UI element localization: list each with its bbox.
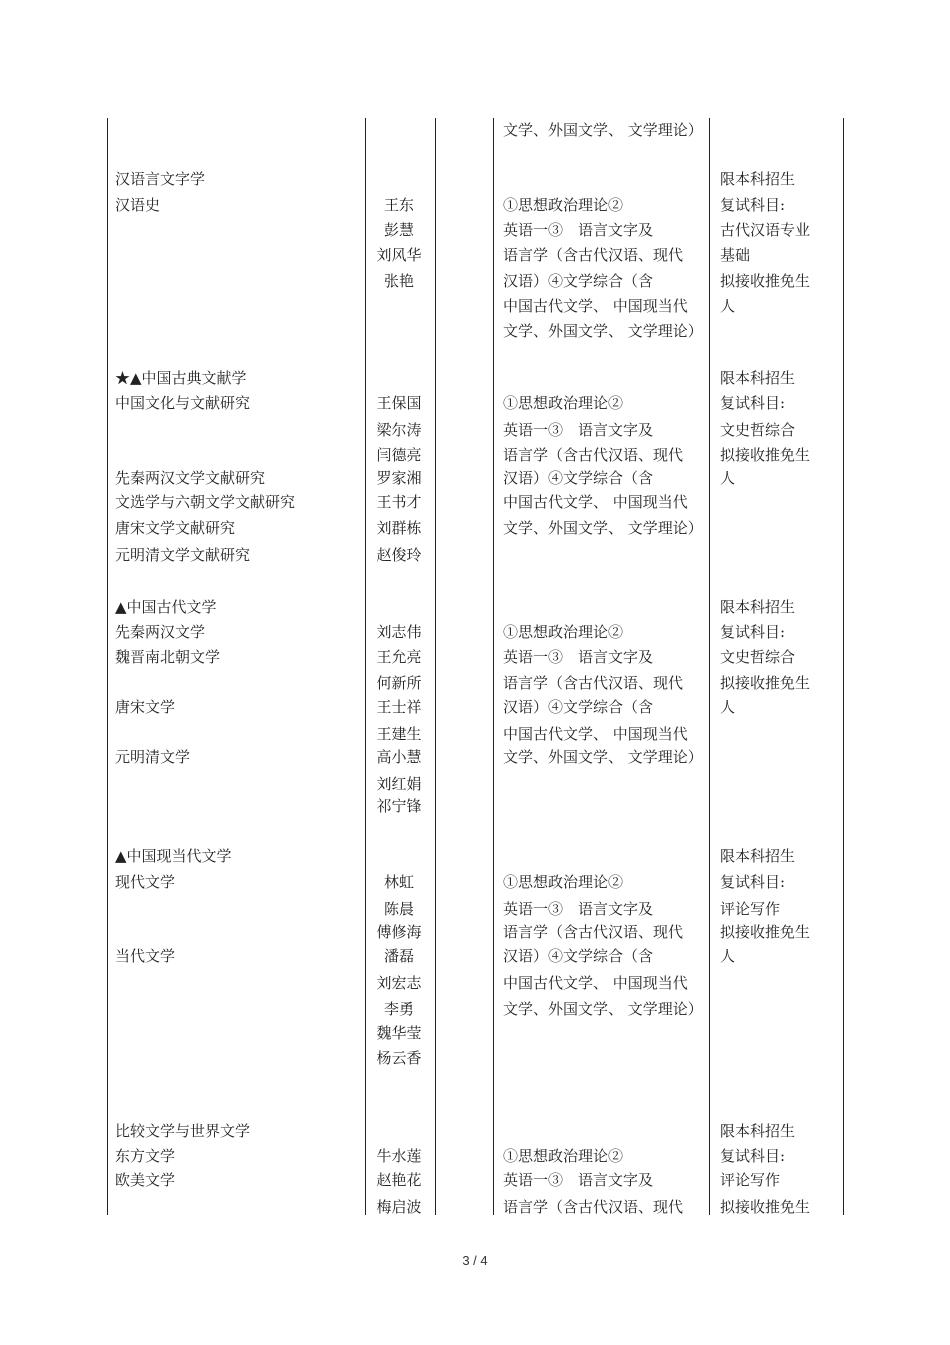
- notes-line: 基础: [720, 246, 751, 264]
- exam-subjects-line: 文学、外国文学、 文学理论）: [503, 519, 703, 537]
- direction-name: 当代文学: [115, 947, 176, 965]
- advisor-name: 王允亮: [376, 648, 422, 666]
- advisor-name: 高小慧: [376, 748, 422, 766]
- exam-subjects-line: 语言学（含古代汉语、现代: [503, 446, 684, 464]
- direction-name: 唐宋文学: [115, 698, 176, 716]
- advisor-name: 潘磊: [383, 947, 414, 965]
- direction-name: 汉语史: [115, 196, 161, 214]
- exam-subjects-line: 中国古代文学、 中国现当代: [503, 725, 688, 743]
- advisor-name: 赵艳花: [376, 1171, 422, 1189]
- table-divider-advisor-blank: [435, 118, 436, 1215]
- notes-line: 拟接收推免生: [720, 272, 811, 290]
- advisor-name: 刘宏志: [376, 974, 422, 992]
- notes-line: 限本科招生: [720, 170, 796, 188]
- advisor-name: 赵俊玲: [376, 546, 422, 564]
- notes-line: 评论写作: [720, 900, 781, 918]
- exam-subjects-line: 英语一③ 语言文字及: [503, 221, 654, 239]
- direction-name: 中国文化与文献研究: [115, 394, 251, 412]
- advisor-name: 王保国: [376, 394, 422, 412]
- advisor-name: 杨云香: [376, 1049, 422, 1067]
- notes-line: 限本科招生: [720, 1122, 796, 1140]
- exam-subjects-line: 中国古代文学、 中国现当代: [503, 974, 688, 992]
- advisor-name: 李勇: [383, 1000, 414, 1018]
- exam-continuation: 文学、外国文学、 文学理论）: [503, 121, 703, 139]
- advisor-name: 王东: [383, 196, 414, 214]
- advisor-name: 刘风华: [376, 246, 422, 264]
- major-name: ▲中国古代文学: [115, 598, 217, 616]
- advisor-name: 傅修海: [376, 923, 422, 941]
- notes-line: 限本科招生: [720, 369, 796, 387]
- exam-subjects-line: 汉语）④文学综合（含: [503, 469, 654, 487]
- notes-line: 文史哲综合: [720, 421, 796, 439]
- advisor-name: 王建生: [376, 725, 422, 743]
- exam-subjects-line: ①思想政治理论②: [503, 1147, 624, 1165]
- notes-line: 复试科目:: [720, 394, 786, 412]
- direction-name: 唐宋文学文献研究: [115, 519, 236, 537]
- major-name: 比较文学与世界文学: [115, 1122, 251, 1140]
- notes-line: 复试科目:: [720, 1147, 786, 1165]
- exam-subjects-line: 英语一③ 语言文字及: [503, 421, 654, 439]
- advisor-name: 刘红娟: [376, 775, 422, 793]
- exam-subjects-line: 语言学（含古代汉语、现代: [503, 674, 684, 692]
- exam-subjects-line: 语言学（含古代汉语、现代: [503, 1198, 684, 1216]
- advisor-name: 刘群栋: [376, 519, 422, 537]
- advisor-name: 张艳: [383, 272, 414, 290]
- exam-subjects-line: 中国古代文学、 中国现当代: [503, 493, 688, 511]
- advisor-name: 林虹: [383, 873, 414, 891]
- notes-line: 人: [720, 469, 736, 487]
- table-border-right: [843, 118, 844, 1215]
- notes-line: 文史哲综合: [720, 648, 796, 666]
- advisor-name: 陈晨: [383, 900, 414, 918]
- advisor-name: 牛水莲: [376, 1147, 422, 1165]
- direction-name: 元明清文学: [115, 748, 191, 766]
- direction-name: 元明清文学文献研究: [115, 546, 251, 564]
- notes-line: 拟接收推免生: [720, 1198, 811, 1216]
- direction-name: 先秦两汉文学: [115, 623, 206, 641]
- notes-line: 限本科招生: [720, 847, 796, 865]
- table-divider-blank-exam: [493, 118, 494, 1215]
- notes-line: 拟接收推免生: [720, 674, 811, 692]
- advisor-name: 彭慧: [383, 221, 414, 239]
- exam-subjects-line: 文学、外国文学、 文学理论）: [503, 1000, 703, 1018]
- exam-subjects-line: 英语一③ 语言文字及: [503, 648, 654, 666]
- major-name: ▲中国现当代文学: [115, 847, 232, 865]
- direction-name: 欧美文学: [115, 1171, 176, 1189]
- exam-subjects-line: 语言学（含古代汉语、现代: [503, 923, 684, 941]
- page-number: 3 / 4: [462, 1253, 488, 1268]
- direction-name: 先秦两汉文学文献研究: [115, 469, 266, 487]
- notes-line: 古代汉语专业: [720, 221, 811, 239]
- advisor-name: 梅启波: [376, 1198, 422, 1216]
- advisor-name: 罗家湘: [376, 469, 422, 487]
- exam-subjects-line: ①思想政治理论②: [503, 873, 624, 891]
- exam-subjects-line: 英语一③ 语言文字及: [503, 1171, 654, 1189]
- notes-line: 复试科目:: [720, 873, 786, 891]
- exam-subjects-line: 汉语）④文学综合（含: [503, 272, 654, 290]
- exam-subjects-line: 汉语）④文学综合（含: [503, 947, 654, 965]
- advisor-name: 魏华莹: [376, 1024, 422, 1042]
- direction-name: 文选学与六朝文学文献研究: [115, 493, 296, 511]
- direction-name: 魏晋南北朝文学: [115, 648, 221, 666]
- exam-subjects-line: 文学、外国文学、 文学理论）: [503, 322, 703, 340]
- notes-line: 复试科目:: [720, 196, 786, 214]
- major-name: ★▲中国古典文献学: [115, 369, 247, 387]
- exam-subjects-line: ①思想政治理论②: [503, 196, 624, 214]
- exam-subjects-line: 中国古代文学、 中国现当代: [503, 297, 688, 315]
- notes-line: 拟接收推免生: [720, 923, 811, 941]
- table-divider-exam-notes: [709, 118, 710, 1215]
- advisor-name: 王士祥: [376, 698, 422, 716]
- advisor-name: 闫德亮: [376, 446, 422, 464]
- advisor-name: 祁宁锋: [376, 797, 422, 815]
- direction-name: 东方文学: [115, 1147, 176, 1165]
- table-border-left: [107, 118, 108, 1215]
- exam-subjects-line: 文学、外国文学、 文学理论）: [503, 748, 703, 766]
- notes-line: 限本科招生: [720, 598, 796, 616]
- notes-line: 人: [720, 297, 736, 315]
- notes-line: 复试科目:: [720, 623, 786, 641]
- exam-subjects-line: 汉语）④文学综合（含: [503, 698, 654, 716]
- exam-subjects-line: 英语一③ 语言文字及: [503, 900, 654, 918]
- advisor-name: 何新所: [376, 674, 422, 692]
- exam-subjects-line: 语言学（含古代汉语、现代: [503, 246, 684, 264]
- advisor-name: 刘志伟: [376, 623, 422, 641]
- advisor-name: 王书才: [376, 493, 422, 511]
- advisor-name: 梁尔涛: [376, 421, 422, 439]
- notes-line: 人: [720, 947, 736, 965]
- exam-subjects-line: ①思想政治理论②: [503, 623, 624, 641]
- notes-line: 评论写作: [720, 1171, 781, 1189]
- notes-line: 人: [720, 698, 736, 716]
- exam-subjects-line: ①思想政治理论②: [503, 394, 624, 412]
- direction-name: 现代文学: [115, 873, 176, 891]
- notes-line: 拟接收推免生: [720, 446, 811, 464]
- major-name: 汉语言文字学: [115, 170, 206, 188]
